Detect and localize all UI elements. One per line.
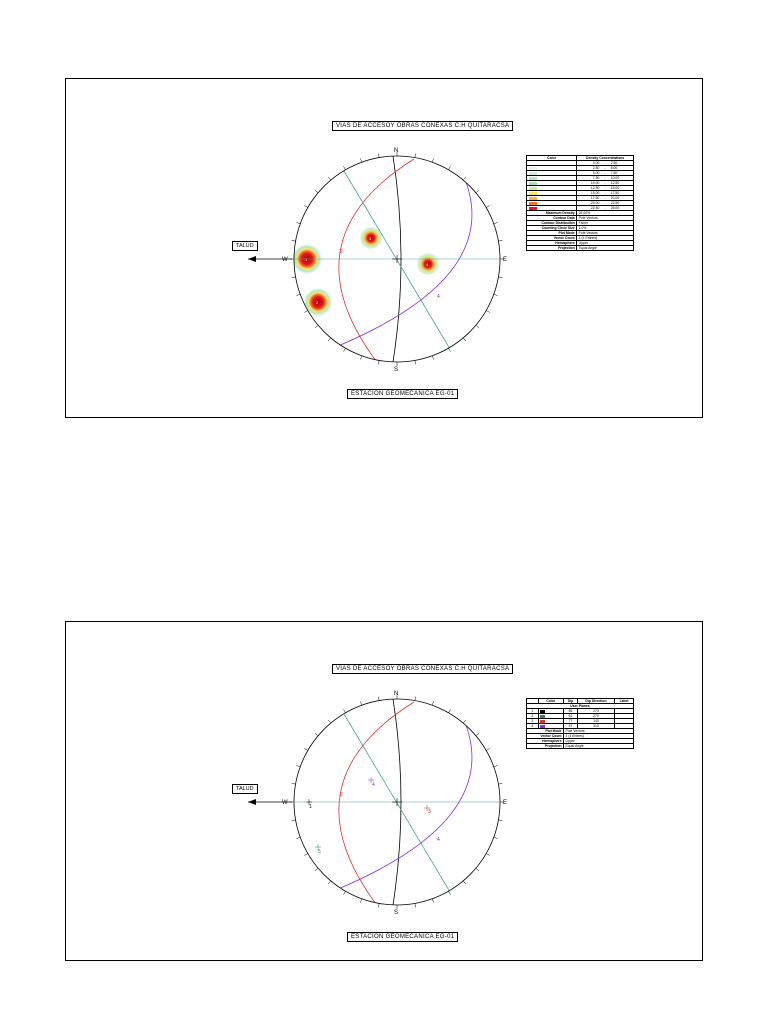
color-swatch xyxy=(529,162,537,165)
color-swatch xyxy=(529,177,537,180)
info-value: Equal Angle xyxy=(577,246,634,251)
range-separator: - xyxy=(601,171,609,176)
tick-mark xyxy=(498,783,502,784)
talud-arrowhead xyxy=(248,256,256,262)
pole-5 xyxy=(315,844,321,855)
tick-mark xyxy=(304,854,307,856)
info-value: Fisher xyxy=(577,221,634,226)
tick-mark xyxy=(304,206,307,208)
tick-mark xyxy=(476,325,479,328)
plane-label-4: 4 xyxy=(437,294,440,300)
range-separator: - xyxy=(601,201,609,206)
tick-mark xyxy=(378,360,379,364)
tick-mark xyxy=(432,701,433,705)
color-swatch xyxy=(529,197,537,200)
info-value: Pole Vectors xyxy=(577,231,634,236)
compass-n: N xyxy=(394,691,399,697)
info-value: 4 (4 Entries) xyxy=(577,236,634,241)
tick-mark xyxy=(344,166,346,169)
tick-mark xyxy=(304,749,307,751)
great-circle-3 xyxy=(339,702,414,904)
range-from: 2.50 xyxy=(577,166,601,171)
info-value: Pole Vectors xyxy=(564,729,634,734)
range-to: 25.00 xyxy=(609,206,633,211)
info-value: Upper xyxy=(564,739,634,744)
tick-mark xyxy=(415,154,416,158)
diagram-title: VIAS DE ACCESOY OBRAS CONEXAS C.H QUITARACSA xyxy=(332,121,513,131)
tick-mark xyxy=(432,899,433,903)
legend-header-color: Color xyxy=(527,156,577,161)
tick-mark xyxy=(463,177,466,180)
stereonet-panel-planes xyxy=(65,621,703,961)
plane-dip: 57 xyxy=(564,724,578,729)
legend-subheader: User Planes xyxy=(527,704,634,709)
pole-label-4: 4 xyxy=(372,782,375,788)
legend-info-row xyxy=(527,246,634,251)
range-separator: - xyxy=(601,166,609,171)
pole-label-3: 3 xyxy=(428,809,431,815)
color-swatch xyxy=(529,202,537,205)
tick-mark xyxy=(328,338,331,341)
plane-dip: 85 xyxy=(564,709,578,714)
range-from: 20.00 xyxy=(577,201,601,206)
info-value: 4 (4 Entries) xyxy=(564,734,634,739)
info-label: Counting Circle Size xyxy=(527,226,577,231)
color-swatch xyxy=(529,182,537,185)
tick-mark xyxy=(463,720,466,723)
tick-mark xyxy=(476,190,479,193)
plane-label-4: 4 xyxy=(437,837,440,843)
info-label: Plot Mode xyxy=(527,231,577,236)
legend-header-dipdir: Dip Direction xyxy=(577,699,614,704)
plane-dipdir: 310 xyxy=(577,724,614,729)
range-to: 10.00 xyxy=(609,176,633,181)
plane-id: 4 xyxy=(527,724,539,729)
legend-header-density: Density Concentrations xyxy=(577,156,634,161)
color-swatch xyxy=(529,172,537,175)
color-swatch xyxy=(529,207,537,210)
info-label: Vector Count xyxy=(527,734,564,739)
plane-dip: 77 xyxy=(564,719,578,724)
stereonet xyxy=(66,622,704,962)
tick-mark xyxy=(463,338,466,341)
pole-label-1: 1 xyxy=(309,804,312,810)
info-label: Projection xyxy=(527,246,577,251)
color-swatch xyxy=(540,715,545,718)
talud-label: TALUD xyxy=(232,241,258,251)
info-label: Projection xyxy=(527,744,564,749)
plane-id: 1 xyxy=(527,709,539,714)
tick-mark xyxy=(415,360,416,364)
color-swatch xyxy=(540,720,545,723)
range-separator: - xyxy=(601,206,609,211)
range-to: 15.00 xyxy=(609,186,633,191)
talud-arrowhead xyxy=(248,799,256,805)
pole-4 xyxy=(368,777,375,788)
tick-mark xyxy=(498,820,502,821)
tick-mark xyxy=(494,765,498,766)
tick-mark xyxy=(486,206,489,208)
tick-mark xyxy=(476,868,479,871)
info-value: 25.00% xyxy=(577,211,634,216)
tick-mark xyxy=(432,158,433,162)
range-from: 12.50 xyxy=(577,186,601,191)
tick-mark xyxy=(498,277,502,278)
tick-mark xyxy=(328,881,331,884)
range-from: 0.00 xyxy=(577,161,601,166)
info-value: Pole Vectors xyxy=(577,216,634,221)
tick-mark xyxy=(476,733,479,736)
tick-mark xyxy=(432,356,433,360)
tick-mark xyxy=(344,348,346,351)
tick-mark xyxy=(328,177,331,180)
tick-mark xyxy=(378,697,379,701)
tick-mark xyxy=(494,294,498,295)
tick-mark xyxy=(304,311,307,313)
range-from: 22.50 xyxy=(577,206,601,211)
tick-mark xyxy=(360,158,361,162)
tick-mark xyxy=(315,868,318,871)
tick-mark xyxy=(494,222,498,223)
spot-label-4: 4 xyxy=(426,262,429,267)
range-to: 12.50 xyxy=(609,181,633,186)
color-swatch xyxy=(529,187,537,190)
range-separator: - xyxy=(601,176,609,181)
tick-mark xyxy=(315,733,318,736)
range-from: 15.00 xyxy=(577,191,601,196)
tick-mark xyxy=(449,348,451,351)
spot-label-2: 2 xyxy=(316,300,319,305)
legend-header-color: Color xyxy=(538,699,563,704)
info-label: Vector Count xyxy=(527,236,577,241)
color-swatch xyxy=(529,167,537,170)
range-from: 10.00 xyxy=(577,181,601,186)
tick-mark xyxy=(360,701,361,705)
tick-mark xyxy=(296,222,300,223)
tick-mark xyxy=(296,294,300,295)
range-to: 2.50 xyxy=(609,161,633,166)
tick-mark xyxy=(292,277,296,278)
tick-mark xyxy=(463,881,466,884)
range-separator: - xyxy=(601,181,609,186)
compass-w: W xyxy=(282,257,288,263)
tick-mark xyxy=(328,720,331,723)
range-separator: - xyxy=(601,191,609,196)
tick-mark xyxy=(415,697,416,701)
tick-mark xyxy=(360,899,361,903)
plane-dipdir: 140 xyxy=(577,719,614,724)
compass-w: W xyxy=(282,800,288,806)
compass-e: E xyxy=(503,800,508,806)
range-from: 17.50 xyxy=(577,196,601,201)
plane-dipdir: 270 xyxy=(577,714,614,719)
pole-3 xyxy=(424,805,431,815)
tick-mark xyxy=(315,325,318,328)
color-swatch xyxy=(540,725,545,728)
tick-mark xyxy=(449,709,451,712)
plane-label-2: 2 xyxy=(340,792,343,798)
info-value: Upper xyxy=(577,241,634,246)
color-swatch xyxy=(540,710,545,713)
range-to: 22.50 xyxy=(609,201,633,206)
stereonet-panel-density xyxy=(65,78,703,418)
tick-mark xyxy=(296,837,300,838)
range-from: 5.00 xyxy=(577,171,601,176)
pole-1 xyxy=(306,799,312,810)
tick-mark xyxy=(344,709,346,712)
info-label: Hemisphere xyxy=(527,739,564,744)
legend-header-dip: Dip xyxy=(564,699,578,704)
tick-mark xyxy=(486,749,489,751)
pole-label-5: 5 xyxy=(318,849,321,855)
range-separator: - xyxy=(601,196,609,201)
diagram-title: VIAS DE ACCESOY OBRAS CONEXAS C.H QUITARACSA xyxy=(332,664,513,674)
tick-mark xyxy=(292,783,296,784)
compass-s: S xyxy=(394,367,399,373)
legend-info-row xyxy=(527,744,634,749)
info-label: Contour Data xyxy=(527,216,577,221)
tick-mark xyxy=(378,154,379,158)
tick-mark xyxy=(449,891,451,894)
range-from: 7.50 xyxy=(577,176,601,181)
tick-mark xyxy=(378,903,379,907)
range-to: 17.50 xyxy=(609,191,633,196)
info-label: Maximum Density xyxy=(527,211,577,216)
compass-s: S xyxy=(394,910,399,916)
tick-mark xyxy=(292,240,296,241)
tick-mark xyxy=(344,891,346,894)
range-to: 5.00 xyxy=(609,166,633,171)
tick-mark xyxy=(486,854,489,856)
tick-mark xyxy=(498,240,502,241)
color-swatch xyxy=(529,192,537,195)
tick-mark xyxy=(315,190,318,193)
range-to: 20.00 xyxy=(609,196,633,201)
diagram-footer: ESTACION GEOMECANICA EG-01 xyxy=(347,389,458,399)
great-circle-3 xyxy=(339,159,414,361)
info-label: Contour Distribution xyxy=(527,221,577,226)
plane-id: 3 xyxy=(527,719,539,724)
tick-mark xyxy=(360,356,361,360)
range-separator: - xyxy=(601,186,609,191)
tick-mark xyxy=(296,765,300,766)
tick-mark xyxy=(494,837,498,838)
tick-mark xyxy=(486,311,489,313)
plane-id: 2 xyxy=(527,714,539,719)
range-separator: - xyxy=(601,161,609,166)
info-value: 1.0% xyxy=(577,226,634,231)
info-value: Equal Angle xyxy=(564,744,634,749)
planes-legend xyxy=(526,698,634,749)
tick-mark xyxy=(292,820,296,821)
spot-label-1: 1 xyxy=(305,257,308,262)
compass-n: N xyxy=(394,148,399,154)
plane-dipdir: 273 xyxy=(577,709,614,714)
legend-header-label: Label xyxy=(615,699,634,704)
range-to: 7.50 xyxy=(609,171,633,176)
plane-label-2: 2 xyxy=(340,249,343,255)
tick-mark xyxy=(449,166,451,169)
info-label: Plot Mode xyxy=(527,729,564,734)
tick-mark xyxy=(415,903,416,907)
spot-label-3: 3 xyxy=(369,236,372,241)
diagram-footer: ESTACION GEOMECANICA EG-01 xyxy=(347,932,458,942)
density-legend xyxy=(526,155,634,251)
talud-label: TALUD xyxy=(232,784,258,794)
plane-dip: 61 xyxy=(564,714,578,719)
compass-e: E xyxy=(503,257,508,263)
info-label: Hemisphere xyxy=(527,241,577,246)
